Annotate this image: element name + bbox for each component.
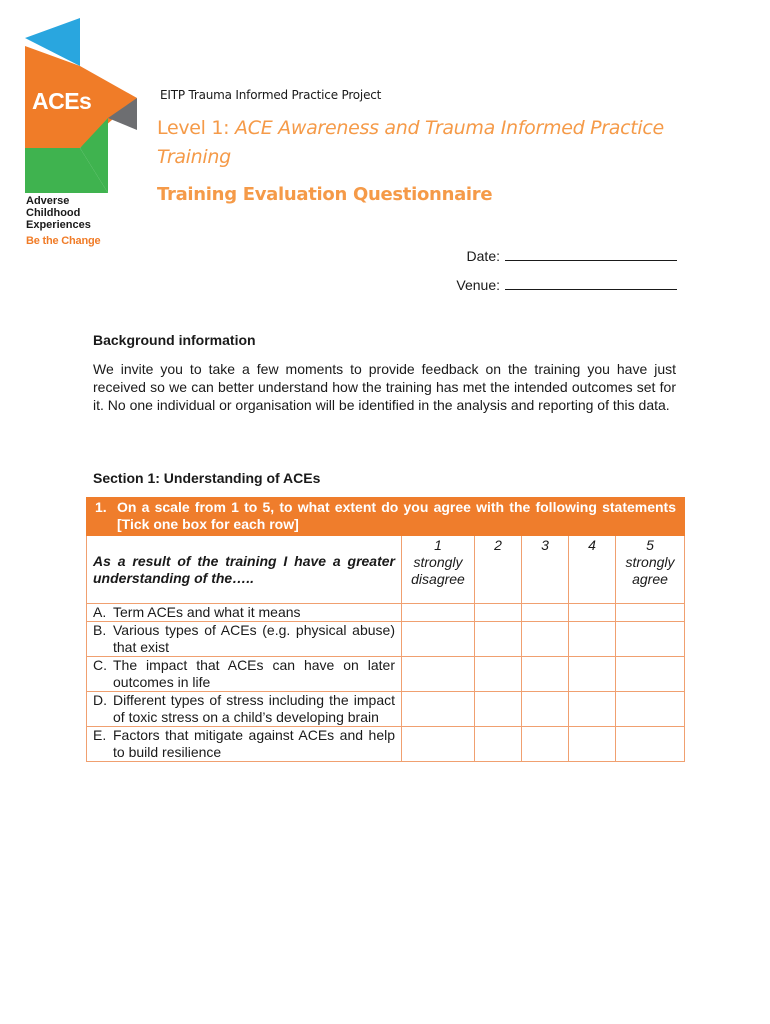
question-header: [87, 498, 685, 536]
statement-letter: E.: [93, 727, 107, 743]
table-row: [87, 727, 685, 762]
table-row: [87, 622, 685, 657]
rating-box-5[interactable]: [616, 657, 685, 692]
rating-box-5[interactable]: [616, 622, 685, 657]
rating-table: [86, 497, 685, 762]
question-header-row: [87, 498, 685, 536]
rating-box-1[interactable]: [402, 622, 475, 657]
statement-text: Different types of stress including the impact of toxic stress on a child’s developing brain: [113, 692, 395, 725]
rating-box-1[interactable]: [402, 692, 475, 727]
rating-box-2[interactable]: [475, 622, 522, 657]
rating-box-3[interactable]: [522, 727, 569, 762]
scale-number: 5: [646, 537, 654, 553]
background-heading: Background information: [93, 332, 256, 348]
table-row: [87, 692, 685, 727]
statement-letter: B.: [93, 622, 107, 638]
scale-number: 2: [494, 537, 502, 553]
rating-box-2[interactable]: [475, 692, 522, 727]
level-prefix: Level 1:: [157, 117, 230, 139]
project-name: EITP Trauma Informed Practice Project: [160, 88, 382, 102]
venue-label: Venue:: [456, 277, 500, 293]
statement-cell: [87, 692, 402, 727]
venue-field[interactable]: [456, 277, 677, 293]
level-title: [157, 114, 717, 172]
statement-text: The impact that ACEs can have on later outcomes in life: [113, 657, 395, 690]
date-blank-line[interactable]: [505, 248, 677, 261]
rating-box-4[interactable]: [569, 604, 616, 622]
scale-5-header: [616, 536, 685, 604]
rating-box-3[interactable]: [522, 622, 569, 657]
rating-box-1[interactable]: [402, 657, 475, 692]
questionnaire-title: Training Evaluation Questionnaire: [157, 184, 493, 205]
statement-text: Factors that mitigate against ACEs and help to build resilience: [113, 727, 395, 760]
rating-box-3[interactable]: [522, 657, 569, 692]
rating-box-3[interactable]: [522, 692, 569, 727]
statement-text: Various types of ACEs (e.g. physical abuse) that exist: [113, 622, 395, 655]
statement-letter: C.: [93, 657, 107, 673]
scale-label: strongly agree: [625, 554, 675, 587]
scale-1-header: [402, 536, 475, 604]
date-label: Date:: [466, 248, 500, 264]
question-number: 1.: [95, 499, 107, 515]
scale-2-header: [475, 536, 522, 604]
logo-word: ACEs: [32, 88, 92, 114]
statement-cell: [87, 657, 402, 692]
scale-header-row: [87, 536, 685, 604]
table-row: [87, 604, 685, 622]
scale-4-header: [569, 536, 616, 604]
date-field[interactable]: [467, 248, 677, 264]
rating-box-1[interactable]: [402, 727, 475, 762]
statement-cell: [87, 622, 402, 657]
rating-box-4[interactable]: [569, 727, 616, 762]
scale-number: 4: [588, 537, 596, 553]
statement-text: Term ACEs and what it means: [113, 604, 301, 620]
statement-cell: [87, 727, 402, 762]
venue-blank-line[interactable]: [505, 277, 677, 290]
logo-subtitle-line: Childhood: [26, 207, 81, 219]
logo-tagline: Be the Change: [26, 235, 101, 247]
rating-box-4[interactable]: [569, 692, 616, 727]
scale-number: 3: [541, 537, 549, 553]
rating-box-4[interactable]: [569, 657, 616, 692]
scale-label: strongly disagree: [411, 554, 465, 587]
rating-box-5[interactable]: [616, 727, 685, 762]
aces-logo: [22, 18, 140, 250]
statement-letter: A.: [93, 604, 107, 620]
rating-box-4[interactable]: [569, 622, 616, 657]
section-heading: Section 1: Understanding of ACEs: [93, 470, 321, 486]
rating-box-2[interactable]: [475, 604, 522, 622]
rating-box-2[interactable]: [475, 727, 522, 762]
table-row: [87, 657, 685, 692]
logo-subtitle-line: Adverse: [26, 195, 70, 207]
rating-box-5[interactable]: [616, 604, 685, 622]
scale-3-header: [522, 536, 569, 604]
level-course-name: ACE Awareness and Trauma Informed Practice Training: [157, 117, 664, 168]
statement-lead: As a result of the training I have a greater understanding of the…..: [87, 536, 402, 604]
logo-subtitle: [26, 195, 91, 231]
rating-box-3[interactable]: [522, 604, 569, 622]
logo-subtitle-line: Experiences: [26, 219, 91, 231]
question-text: On a scale from 1 to 5, to what extent do you agree with the following statements [Tick one box for each row]: [117, 499, 676, 532]
rating-box-5[interactable]: [616, 692, 685, 727]
statement-cell: [87, 604, 402, 622]
rating-box-2[interactable]: [475, 657, 522, 692]
scale-number: 1: [434, 537, 442, 553]
rating-box-1[interactable]: [402, 604, 475, 622]
background-text: We invite you to take a few moments to provide feedback on the training you have just received so we can better understand how the training has met the intended outcomes set for it. No one individual or organisation will be identified in the analysis and reporting of this data.: [93, 361, 676, 413]
statement-letter: D.: [93, 692, 107, 708]
